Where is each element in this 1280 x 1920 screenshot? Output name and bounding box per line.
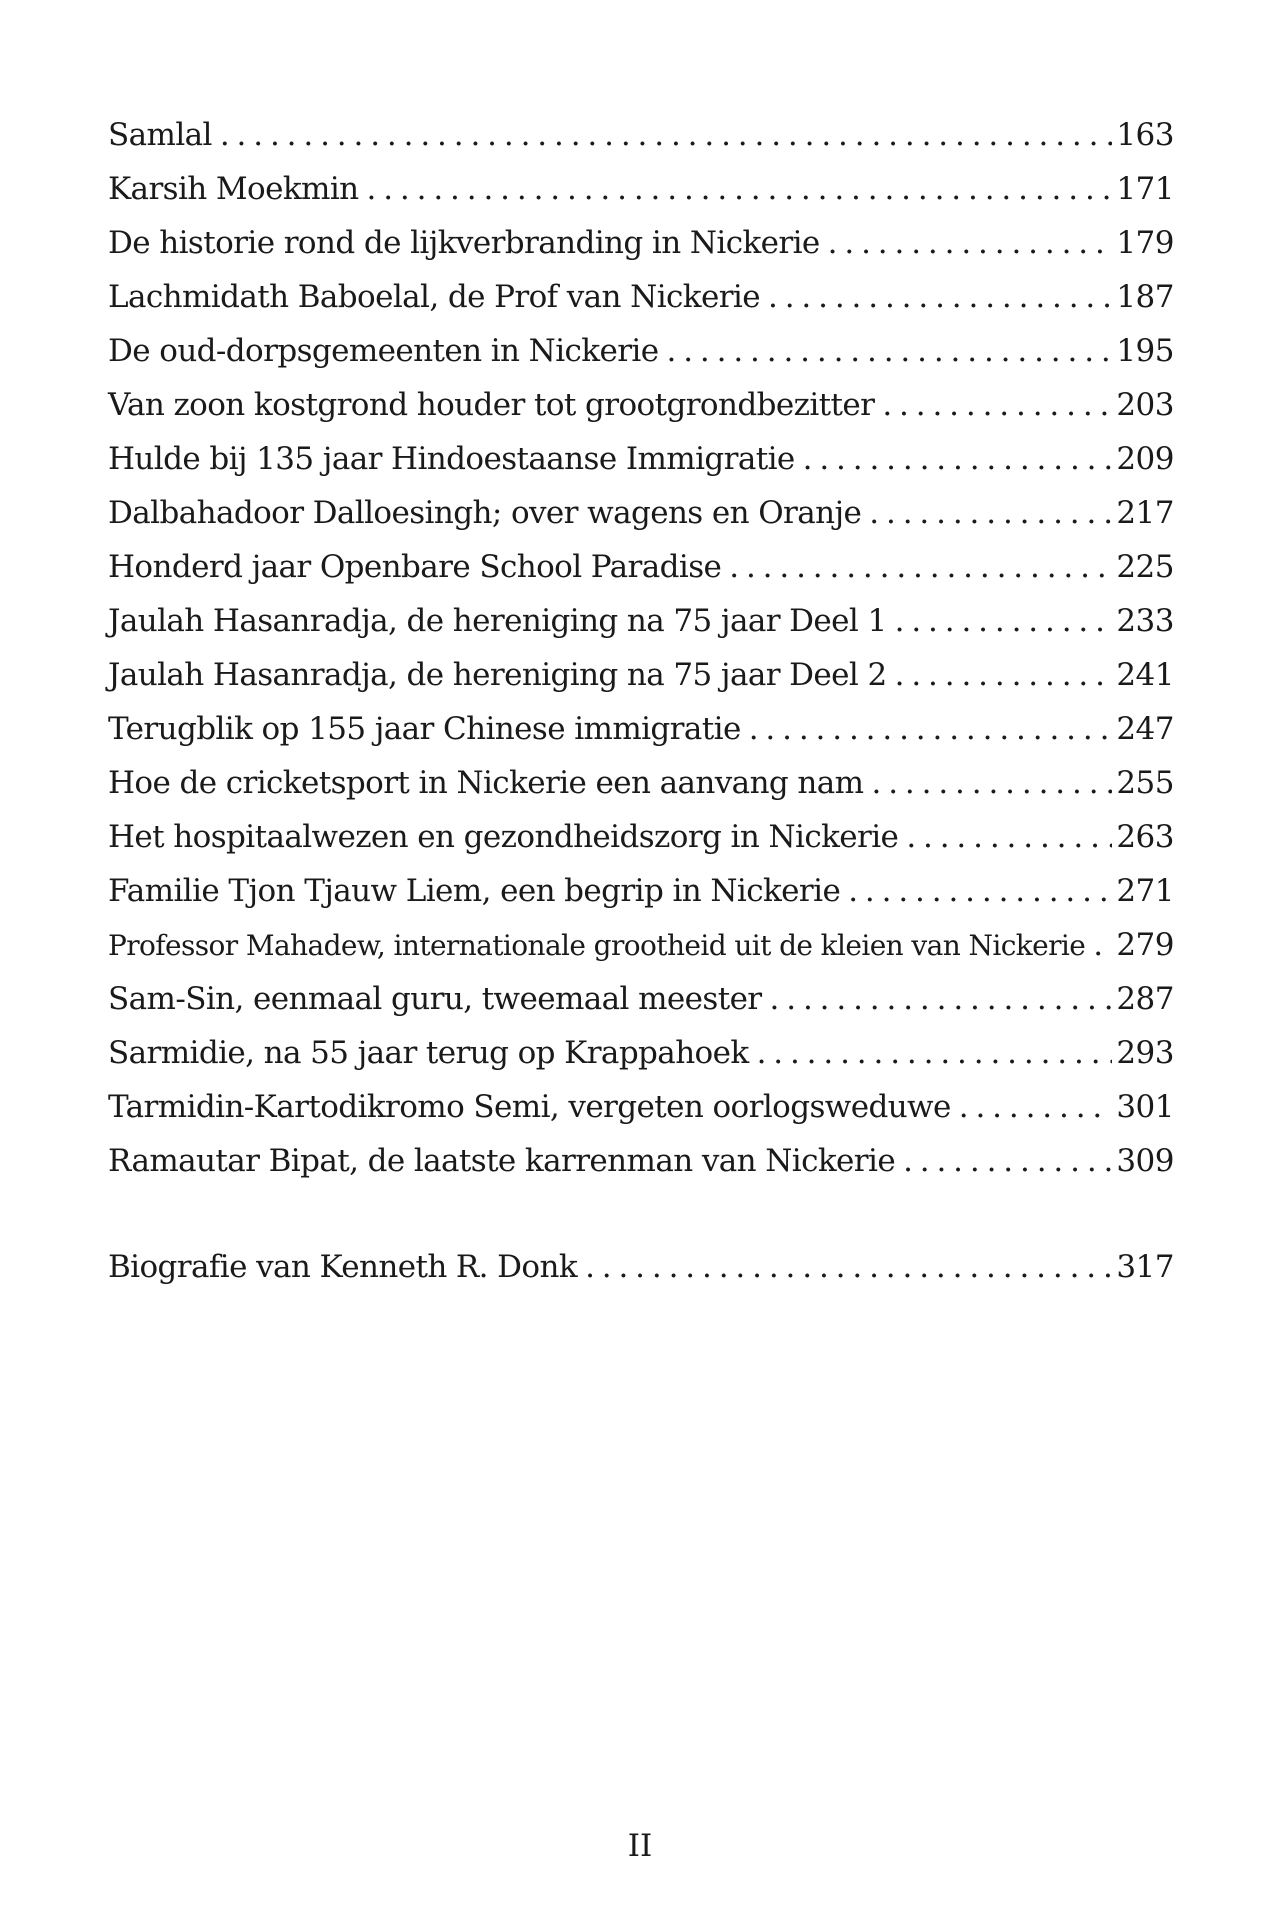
toc-entry[interactable] bbox=[108, 864, 1174, 918]
toc-entry-title: Professor Mahadew, internationale grootheid uit de kleien van Nickerie bbox=[108, 929, 1086, 962]
toc-dot-leader bbox=[803, 432, 1113, 486]
toc-dot-leader bbox=[903, 1134, 1112, 1188]
toc-dot-leader bbox=[959, 1080, 1113, 1134]
toc-entry[interactable] bbox=[108, 378, 1174, 432]
toc-entry-page: 263 bbox=[1116, 819, 1174, 855]
toc-dot-leader bbox=[770, 972, 1113, 1026]
toc-list bbox=[108, 108, 1174, 1188]
toc-entry-page: 217 bbox=[1116, 495, 1174, 531]
toc-entry-title: Jaulah Hasanradja, de hereniging na 75 jaar Deel 2 bbox=[108, 657, 887, 693]
toc-entry-page: 279 bbox=[1116, 927, 1174, 963]
toc-entry-page: 287 bbox=[1116, 981, 1174, 1017]
toc-dot-leader bbox=[871, 756, 1112, 810]
toc-section-gap bbox=[108, 1188, 1174, 1240]
toc-entry-page: 301 bbox=[1116, 1089, 1174, 1125]
toc-entry-page: 241 bbox=[1116, 657, 1174, 693]
toc-entry-biography[interactable] bbox=[108, 1240, 1174, 1294]
toc-dot-leader bbox=[585, 1240, 1112, 1294]
toc-entry-title: Dalbahadoor Dalloesingh; over wagens en Oranje bbox=[108, 495, 862, 531]
toc-dot-leader bbox=[906, 810, 1112, 864]
toc-entry[interactable] bbox=[108, 1134, 1174, 1188]
toc-dot-leader bbox=[828, 216, 1113, 270]
toc-entry-title: Tarmidin-Kartodikromo Semi, vergeten oorlogsweduwe bbox=[108, 1089, 951, 1125]
toc-dot-leader bbox=[895, 648, 1113, 702]
toc-entry-title: Sarmidie, na 55 jaar terug op Krappahoek bbox=[108, 1035, 749, 1071]
toc-entry[interactable] bbox=[108, 162, 1174, 216]
toc-dot-leader bbox=[1093, 918, 1112, 972]
toc-entry-page: 209 bbox=[1116, 441, 1174, 477]
toc-entry-page: 271 bbox=[1116, 873, 1174, 909]
toc-entry[interactable] bbox=[108, 1080, 1174, 1134]
toc-entry[interactable] bbox=[108, 648, 1174, 702]
toc-entry-title: Het hospitaalwezen en gezondheidszorg in Nickerie bbox=[108, 819, 899, 855]
toc-entry-title: Terugblik op 155 jaar Chinese immigratie bbox=[108, 711, 741, 747]
toc-entry-page: 225 bbox=[1116, 549, 1174, 585]
toc-entry[interactable] bbox=[108, 432, 1174, 486]
toc-entry-page: 203 bbox=[1116, 387, 1174, 423]
toc-entry[interactable] bbox=[108, 108, 1174, 162]
toc-entry-page: 233 bbox=[1116, 603, 1174, 639]
toc-dot-leader bbox=[768, 270, 1112, 324]
toc-dot-leader bbox=[220, 108, 1113, 162]
toc-entry[interactable] bbox=[108, 1026, 1174, 1080]
toc-entry[interactable] bbox=[108, 918, 1174, 972]
toc-entry-page: 163 bbox=[1116, 117, 1174, 153]
toc-entry-title: Hulde bij 135 jaar Hindoestaanse Immigratie bbox=[108, 441, 795, 477]
toc-entry-title: Honderd jaar Openbare School Paradise bbox=[108, 549, 722, 585]
toc-entry-title: Sam-Sin, eenmaal guru, tweemaal meester bbox=[108, 981, 762, 1017]
toc-entry[interactable] bbox=[108, 486, 1174, 540]
toc-entry[interactable] bbox=[108, 324, 1174, 378]
toc-entry-title: Van zoon kostgrond houder tot grootgrondbezitter bbox=[108, 387, 875, 423]
toc-entry-title: Lachmidath Baboelal, de Prof van Nickerie bbox=[108, 279, 760, 315]
toc-entry-page: 247 bbox=[1116, 711, 1174, 747]
page-number: II bbox=[627, 1828, 653, 1864]
toc-entry[interactable] bbox=[108, 270, 1174, 324]
toc-dot-leader bbox=[848, 864, 1112, 918]
toc-dot-leader bbox=[757, 1026, 1113, 1080]
toc-dot-leader bbox=[729, 540, 1112, 594]
toc-entry-title: Ramautar Bipat, de laatste karrenman van Nickerie bbox=[108, 1143, 896, 1179]
toc-entry-page: 195 bbox=[1116, 333, 1174, 369]
toc-entry-title: Familie Tjon Tjauw Liem, een begrip in Nickerie bbox=[108, 873, 841, 909]
toc-entry-page: 187 bbox=[1116, 279, 1174, 315]
toc-entry[interactable] bbox=[108, 810, 1174, 864]
toc-entry[interactable] bbox=[108, 702, 1174, 756]
toc-dot-leader bbox=[667, 324, 1113, 378]
toc-entry-page: 171 bbox=[1116, 171, 1174, 207]
toc-entry-page: 255 bbox=[1116, 765, 1174, 801]
toc-entry-title: De historie rond de lijkverbranding in Nickerie bbox=[108, 225, 820, 261]
toc-entry-page: 309 bbox=[1116, 1143, 1174, 1179]
toc-entry-title: Hoe de cricketsport in Nickerie een aanvang nam bbox=[108, 765, 864, 801]
toc-entry-page: 317 bbox=[1116, 1249, 1174, 1285]
toc-entry-page: 179 bbox=[1116, 225, 1174, 261]
toc-dot-leader bbox=[869, 486, 1112, 540]
toc-entry[interactable] bbox=[108, 972, 1174, 1026]
toc-entry-title: Samlal bbox=[108, 117, 212, 153]
table-of-contents bbox=[108, 108, 1174, 1294]
toc-entry-page: 293 bbox=[1116, 1035, 1174, 1071]
toc-entry[interactable] bbox=[108, 756, 1174, 810]
toc-dot-leader bbox=[367, 162, 1113, 216]
toc-entry[interactable] bbox=[108, 216, 1174, 270]
toc-entry-title: Karsih Moekmin bbox=[108, 171, 359, 207]
toc-dot-leader bbox=[749, 702, 1113, 756]
toc-entry[interactable] bbox=[108, 594, 1174, 648]
toc-dot-leader bbox=[882, 378, 1112, 432]
toc-entry-title: Biografie van Kenneth R. Donk bbox=[108, 1249, 578, 1285]
toc-entry-title: De oud-dorpsgemeenten in Nickerie bbox=[108, 333, 659, 369]
toc-dot-leader bbox=[895, 594, 1113, 648]
toc-entry[interactable] bbox=[108, 540, 1174, 594]
toc-entry-title: Jaulah Hasanradja, de hereniging na 75 jaar Deel 1 bbox=[108, 603, 887, 639]
